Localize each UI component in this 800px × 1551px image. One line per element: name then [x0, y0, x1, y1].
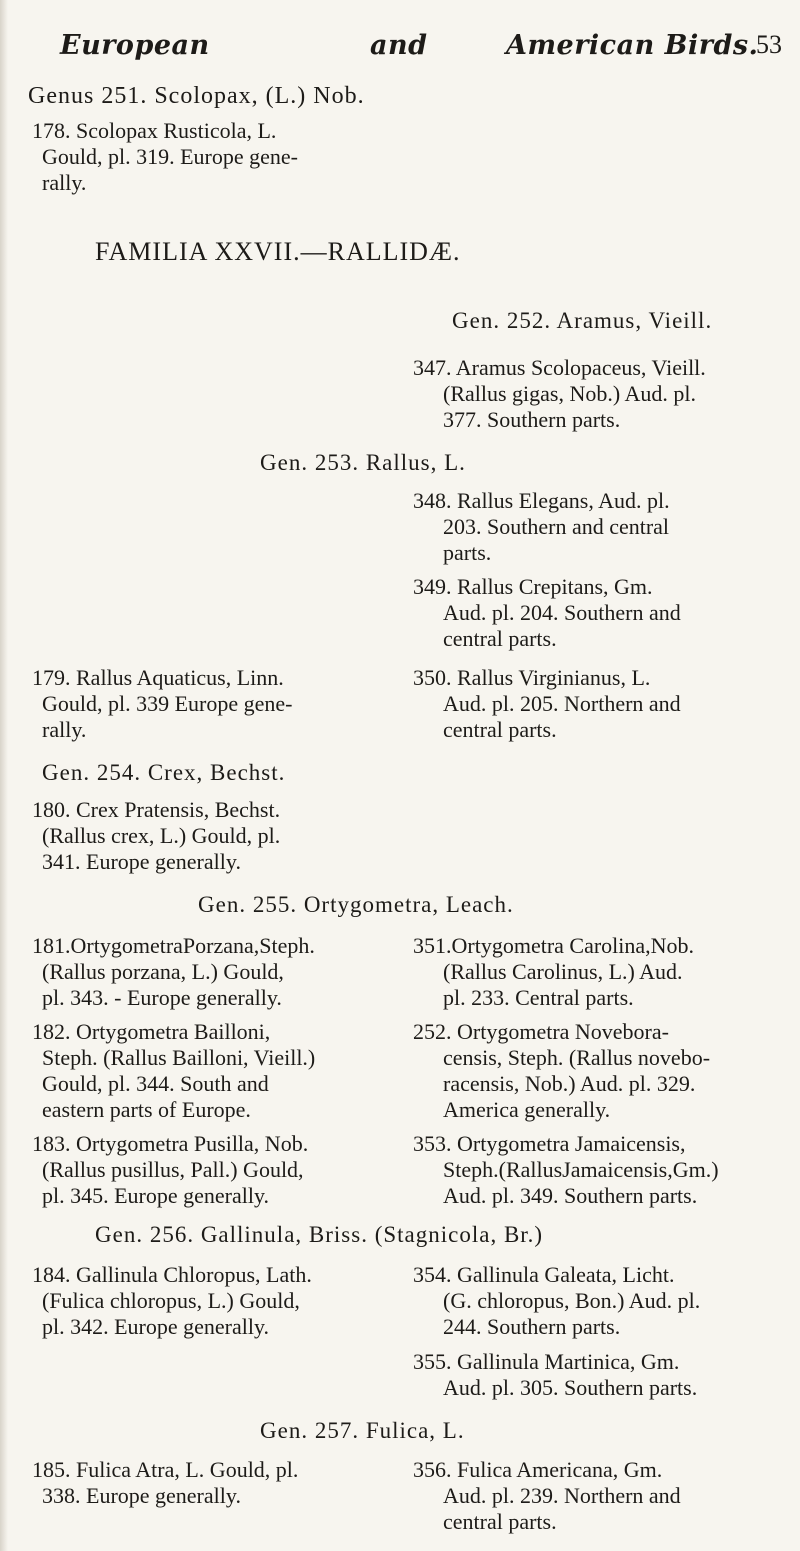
running-head-right: American Birds.	[506, 30, 759, 61]
page-number: 53	[756, 30, 782, 59]
genus-heading-251: Genus 251. Scolopax, (L.) Nob.	[28, 83, 365, 109]
genus-heading-257: Gen. 257. Fulica, L.	[260, 1418, 465, 1443]
genus-heading-256: Gen. 256. Gallinula, Briss. (Stagnicola, Br.)	[95, 1222, 544, 1247]
book-page: European and American Birds. 53 Genus 251. Scolopax, (L.) Nob. 178. Scolopax Rusticola, L. Gould, pl. 319. Europe gene- rally. FAMILIA XXVII.—RALLIDÆ. Gen. 252. Aramus, Vieill. 347. Aramus Scolopaceus, Vieill. (Rallus gigas, Nob.) Aud. pl. 377. Southern parts. Gen. 253. Rallus, L. 348. Rallus Elegans, Aud. pl. 203. Southern and central parts. 349. Rallus Crepitans, Gm. Aud. pl. 204. Southern and central parts. 179. Rallus Aquaticus, Linn. Gould, pl. 339 Europe gene- rally. 350. Rallus Virginianus, L. Aud. pl. 205. Northern and central parts. Gen. 254. Crex, Bechst. 180. Crex Pratensis, Bechst. (Rallus crex, L.) Gould, pl. 341. Europe generally. Gen. 255. Ortygometra, Leach. 181.OrtygometraPorzana,Steph. (Rallus porzana, L.) Gould, pl. 343. - Europe generally. 351.Ortygometra Carolina,Nob. (Rallus Carolinus, L.) Aud. pl. 233. Central parts. 182. Ortygometra Bailloni, Steph. (Rallus Bailloni, Vieill.) Gould, pl. 344. South and eastern parts of Europe. 252. Ortygometra Novebora- censis, Steph. (Rallus novebo- racensis, Nob.) Aud. pl. 329. America generally. 183. Ortygometra Pusilla, Nob. (Rallus pusillus, Pall.) Gould, pl. 345. Europe generally. 353. Ortygometra Jamaicensis, Steph.(RallusJamaicensis,Gm.) Aud. pl. 349. Southern parts. Gen. 256. Gallinula, Briss. (Stagnicola, Br.) 184. Gallinula Chloropus, Lath. (Fulica chloropus, L.) Gould, pl. 342. Europe generally. 354. Gallinula Galeata, Licht. (G. chloropus, Bon.) Aud. pl. 244. Southern parts. 355. Gallinula Martinica, Gm. Aud. pl. 305. Southern parts. Gen. 257. Fulica, L. 185. Fulica Atra, L. Gould, pl. 338. Europe generally. 356. Fulica Americana, Gm. Aud. pl. 239. Northern and central parts.	[0, 0, 800, 1551]
running-head-left: European	[60, 30, 210, 61]
genus-heading-254: Gen. 254. Crex, Bechst.	[42, 760, 286, 785]
genus-heading-252: Gen. 252. Aramus, Vieill.	[452, 308, 713, 333]
genus-heading-255: Gen. 255. Ortygometra, Leach.	[198, 892, 514, 917]
page-gutter	[0, 0, 8, 1551]
familia-heading: FAMILIA XXVII.—RALLIDÆ.	[95, 237, 461, 266]
running-head-mid: and	[370, 30, 428, 61]
genus-heading-253: Gen. 253. Rallus, L.	[260, 450, 466, 475]
